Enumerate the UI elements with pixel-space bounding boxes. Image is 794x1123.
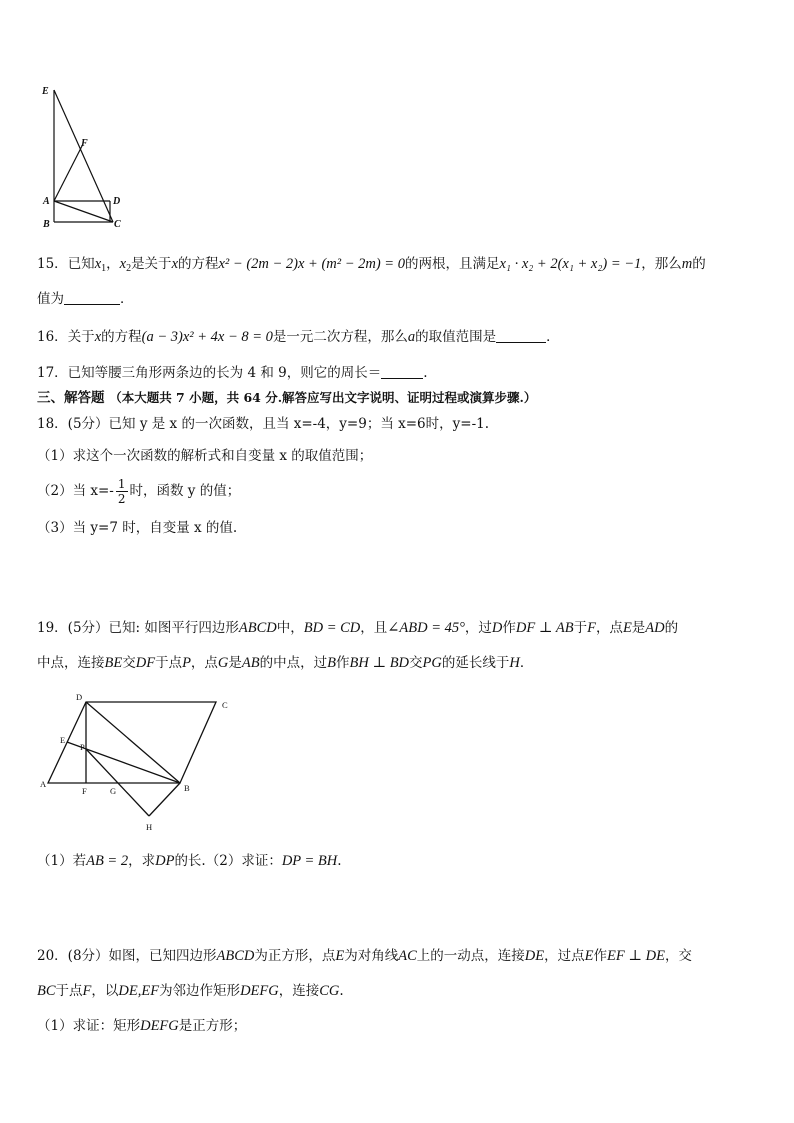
label-F: F [81, 138, 88, 149]
q15-text: ，那么 [641, 256, 682, 272]
q16-text: 的取值范围是 [415, 329, 497, 345]
fraction: $\frac{1}{2}$ [117, 477, 126, 506]
q16-text: 的方程 [101, 329, 142, 345]
q15-x2: $x_2$ [119, 256, 132, 274]
question-17 [37, 363, 428, 383]
question-18-stem: 18．(5分）已知 y 是 x 的一次函数，且当 x=-4，y=9；当 x=6时，y=-1. [37, 416, 490, 432]
label-A: A [43, 196, 50, 207]
q15-text: 已知 [67, 256, 95, 272]
q15-text: 值为 [37, 291, 64, 307]
question-19-line-1: 19．(5分）已知: 如图平行四边形ABCD中，BD = CD，且∠ABD = 45°，过D作DF ⊥ AB于F，点E是AD的 [37, 620, 679, 636]
q16-text: 是一元二次方程，那么 [272, 329, 408, 345]
label-B: B [184, 783, 190, 793]
label-D: D [113, 196, 121, 207]
q15-text: 的两根，且满足 [404, 256, 500, 272]
section-title: 三、解答题 [37, 390, 105, 406]
question-20-line-2: BC于点F，以DE,EF为邻边作矩形DEFG，连接CG. [37, 983, 344, 999]
question-19-line-2: 中点，连接BE交DF于点P，点G是AB的中点，过B作BH ⊥ BD交PG的延长线于H． [37, 655, 534, 671]
label-F: F [82, 786, 87, 796]
answer-blank[interactable] [381, 364, 423, 379]
question-20-line-1: 20．(8分）如图，已知四边形ABCD为正方形，点E为对角线AC上的一动点，连接DE，过点E作EF ⊥ DE，交 [37, 948, 692, 964]
q15-text: 的方程 [178, 256, 219, 272]
q16-a: a [407, 329, 416, 345]
label-B: B [43, 219, 50, 230]
label-C: C [114, 219, 121, 230]
question-20-part-1: （1）求证：矩形DEFG是正方形； [37, 1018, 247, 1034]
q16-text: ． [546, 329, 560, 345]
q16-text: 关于 [67, 329, 95, 345]
answer-blank[interactable] [64, 290, 120, 305]
q15-equation: x² − (2m − 2)x + (m² − 2m) = 0 [218, 256, 405, 272]
figure-q14 [38, 82, 128, 232]
label-G: G [110, 786, 117, 796]
figure-q19 [34, 690, 244, 835]
label-E: E [60, 735, 66, 745]
label-E: E [42, 86, 49, 97]
question-16 [37, 327, 560, 347]
section-note: （本大题共 7 小题，共 64 分.解答应写出文字说明、证明过程或演算步骤.） [109, 390, 537, 405]
question-18-part-1: （1）求这个一次函数的解析式和自变量 x 的取值范围； [37, 448, 373, 464]
q18-text: （2）当 x=- [37, 483, 114, 499]
question-15-line-1 [37, 254, 706, 279]
q15-m: m [681, 256, 693, 272]
q15-var: x [171, 256, 178, 272]
label-A: A [40, 779, 47, 789]
q15-text: 是关于 [131, 256, 172, 272]
label-D: D [76, 692, 83, 702]
section-header [37, 388, 536, 408]
q16-equation: (a − 3)x² + 4x − 8 = 0 [141, 329, 273, 345]
q16-var: x [94, 329, 102, 345]
q15-text: 的 [692, 256, 706, 272]
answer-blank[interactable] [496, 328, 546, 343]
label-H: H [146, 822, 153, 832]
question-18-part-2 [37, 474, 240, 508]
q18-text: 时，函数 y 的值； [129, 483, 241, 499]
question-18-part-3: （3）当 y=7 时，自变量 x 的值. [37, 520, 238, 536]
q15-number: 15． [37, 256, 68, 272]
question-15-line-2 [37, 289, 134, 309]
q17-text: . [423, 365, 428, 381]
q15-condition: x₁ · x₂ + 2(x₁ + x₂) = −1 [499, 256, 642, 272]
q15-text: ． [120, 291, 134, 307]
label-C: C [222, 700, 228, 710]
q17-text: 17．已知等腰三角形两条边的长为 4 和 9，则它的周长＝ [37, 365, 382, 381]
label-P: P [80, 742, 85, 752]
q15-x1: $x_1$ [94, 256, 107, 274]
q15-text: ， [106, 256, 120, 272]
q16-number: 16． [37, 329, 68, 345]
question-19-parts: （1）若AB = 2，求DP的长.（2）求证：DP = BH. [37, 853, 342, 869]
